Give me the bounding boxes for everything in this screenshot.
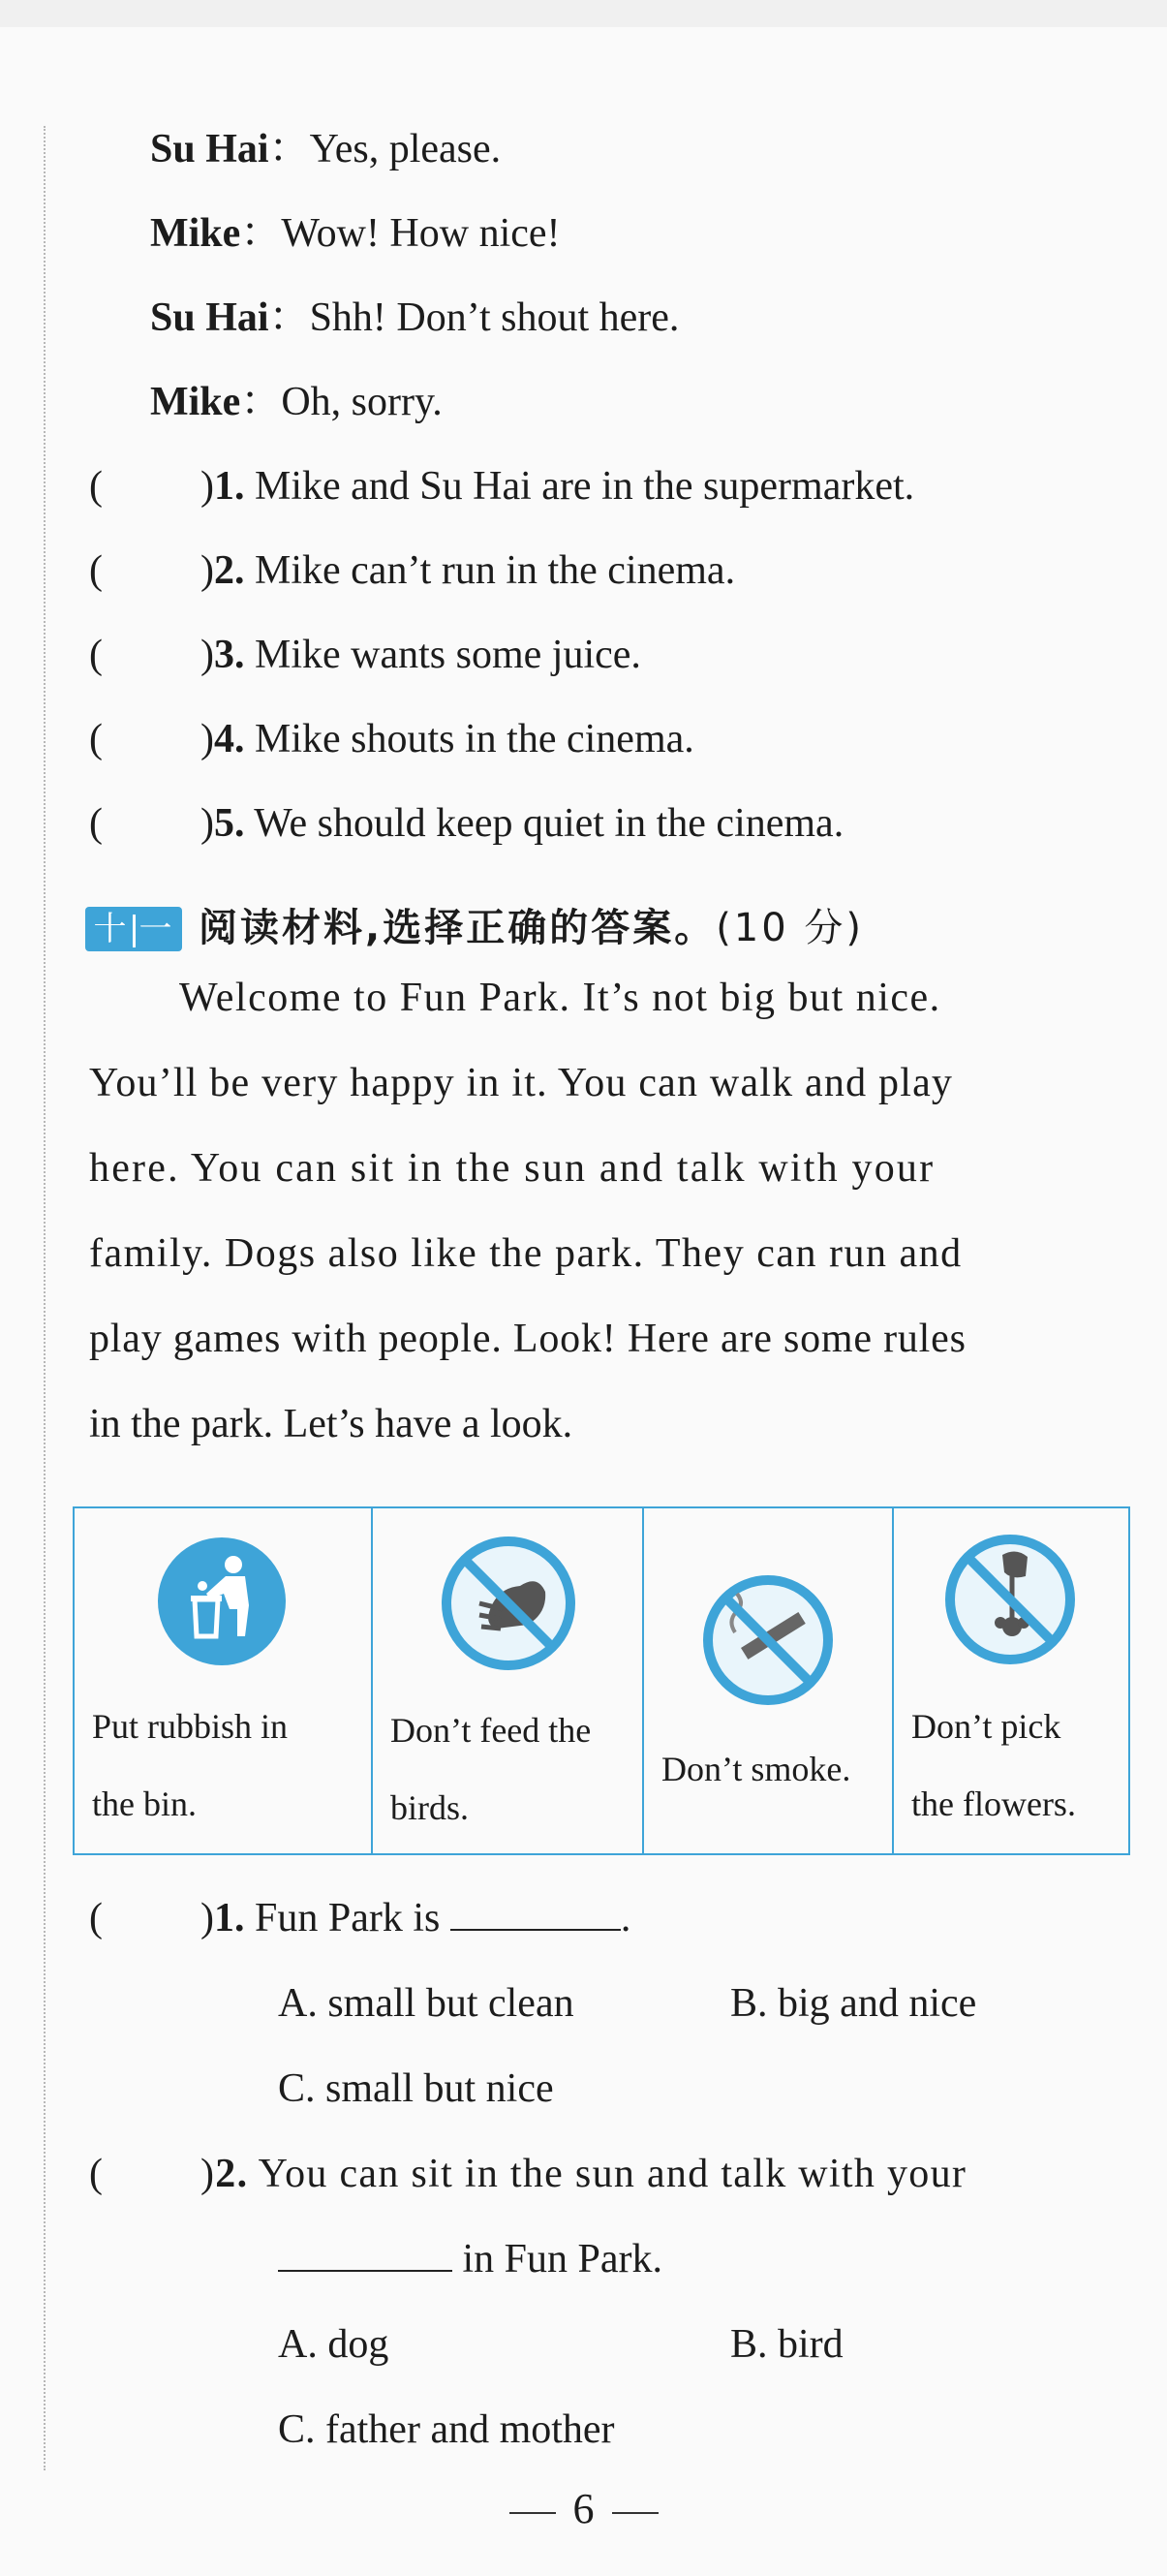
dialogue-text: Yes, please. <box>309 127 502 171</box>
rule-cell-rubbish <box>75 1508 373 1853</box>
page-number <box>0 2480 1167 2538</box>
speaker-name: Mike <box>150 380 241 424</box>
park-rules-table <box>73 1506 1130 1855</box>
passage-line: here. You can sit in the sun and talk with your <box>89 1146 936 1191</box>
close-paren: ) <box>200 548 214 593</box>
passage-line: in the park. Let’s have a look. <box>89 1402 573 1446</box>
question-number: 2. <box>215 2152 249 2196</box>
no-smoking-icon <box>702 1574 834 1706</box>
rule-caption-line: Don’t smoke. <box>661 1750 851 1788</box>
answer-open-paren[interactable]: ( <box>89 2152 103 2196</box>
question-stem <box>200 2145 967 2203</box>
close-paren: ) <box>200 464 214 509</box>
option-b: B. big and nice <box>730 1981 977 2026</box>
close-paren: ) <box>200 2152 216 2196</box>
close-paren: ) <box>200 801 214 846</box>
answer-open-paren[interactable]: ( <box>89 548 103 593</box>
dialogue-text: Shh! Don’t shout here. <box>309 295 680 340</box>
rule-caption-line: the flowers. <box>911 1785 1076 1823</box>
option-a: A. small but clean <box>278 1981 574 2026</box>
page-number-value: 6 <box>572 2485 595 2532</box>
rule-caption-line: Put rubbish in <box>92 1707 289 1746</box>
rule-cell-flowers <box>894 1508 1128 1853</box>
passage-line: family. Dogs also like the park. They can run and <box>89 1231 963 1276</box>
question-number: 4. <box>214 717 245 761</box>
question-text <box>200 457 914 515</box>
rule-caption-line: Don’t feed the <box>390 1711 592 1750</box>
option-a: A. dog <box>278 2322 389 2367</box>
colon: ： <box>268 127 310 171</box>
answer-blank[interactable] <box>278 2270 452 2272</box>
question-number: 5. <box>214 801 245 846</box>
rubbish-bin-icon <box>156 1536 288 1667</box>
badge-left-char: 十 <box>93 910 129 948</box>
dialogue-text: Wow! How nice! <box>281 211 561 256</box>
close-paren: ) <box>200 633 214 677</box>
statement: Mike wants some juice. <box>255 633 641 677</box>
rule-caption-line: birds. <box>390 1788 469 1827</box>
option-b: B. bird <box>730 2322 844 2367</box>
statement: We should keep quiet in the cinema. <box>254 801 845 846</box>
badge-divider <box>133 915 136 947</box>
colon: ： <box>268 295 310 340</box>
dialogue-line <box>150 120 501 178</box>
passage-line: Welcome to Fun Park. It’s not big but nice. <box>179 976 941 1020</box>
no-picking-flowers-icon <box>944 1534 1076 1665</box>
colon: ： <box>240 211 282 256</box>
question-text <box>200 542 735 600</box>
answer-open-paren[interactable]: ( <box>89 633 103 677</box>
statement: Mike shouts in the cinema. <box>255 717 694 761</box>
rule-caption-line: the bin. <box>92 1785 197 1823</box>
stem-text: You can sit in the sun and talk with your <box>258 2152 967 2196</box>
question-stem <box>200 1889 630 1947</box>
passage-line: You’ll be very happy in it. You can walk and play <box>89 1061 954 1105</box>
answer-open-paren[interactable]: ( <box>89 464 103 509</box>
dialogue-line <box>150 289 679 347</box>
dialogue-line <box>150 204 561 263</box>
stem-text: Fun Park is <box>255 1896 441 1940</box>
answer-open-paren[interactable]: ( <box>89 1896 103 1940</box>
question-stem-continued <box>278 2230 662 2288</box>
dash-left <box>509 2512 556 2514</box>
passage-line: play games with people. Look! Here are some rules <box>89 1317 967 1361</box>
question-text <box>200 710 694 768</box>
rule-caption-line: Don’t pick <box>911 1707 1061 1746</box>
rule-cell-smoke <box>644 1508 894 1853</box>
close-paren: ) <box>200 1896 214 1940</box>
option-c: C. father and mother <box>278 2407 615 2452</box>
statement: Mike and Su Hai are in the supermarket. <box>255 464 915 509</box>
dialogue-text: Oh, sorry. <box>281 380 443 424</box>
question-number: 1. <box>214 1896 245 1940</box>
badge-right-char: 一 <box>138 910 174 948</box>
stem-end: . <box>620 1896 631 1940</box>
question-number: 1. <box>214 464 245 509</box>
stem-end: in Fun Park. <box>462 2237 663 2281</box>
question-number: 3. <box>214 633 245 677</box>
dialogue-line <box>150 373 443 431</box>
rule-cell-birds <box>373 1508 644 1853</box>
answer-open-paren[interactable]: ( <box>89 801 103 846</box>
colon: ： <box>240 380 282 424</box>
question-number: 2. <box>214 548 245 593</box>
answer-blank[interactable] <box>450 1929 621 1931</box>
dash-right <box>612 2512 659 2514</box>
speaker-name: Mike <box>150 211 241 256</box>
section-instruction: 阅读材料,选择正确的答案。 <box>199 906 717 950</box>
question-text <box>200 794 844 853</box>
section-score: (10 分) <box>716 906 865 950</box>
section-number-badge <box>85 907 182 951</box>
margin-dotted-line <box>44 126 46 2470</box>
option-c: C. small but nice <box>278 2066 554 2111</box>
close-paren: ) <box>200 717 214 761</box>
speaker-name: Su Hai <box>150 295 269 340</box>
statement: Mike can’t run in the cinema. <box>255 548 736 593</box>
no-feeding-birds-icon <box>441 1536 576 1671</box>
speaker-name: Su Hai <box>150 127 269 171</box>
top-band <box>0 0 1167 27</box>
section-title <box>199 899 864 957</box>
question-text <box>200 626 641 684</box>
answer-open-paren[interactable]: ( <box>89 717 103 761</box>
